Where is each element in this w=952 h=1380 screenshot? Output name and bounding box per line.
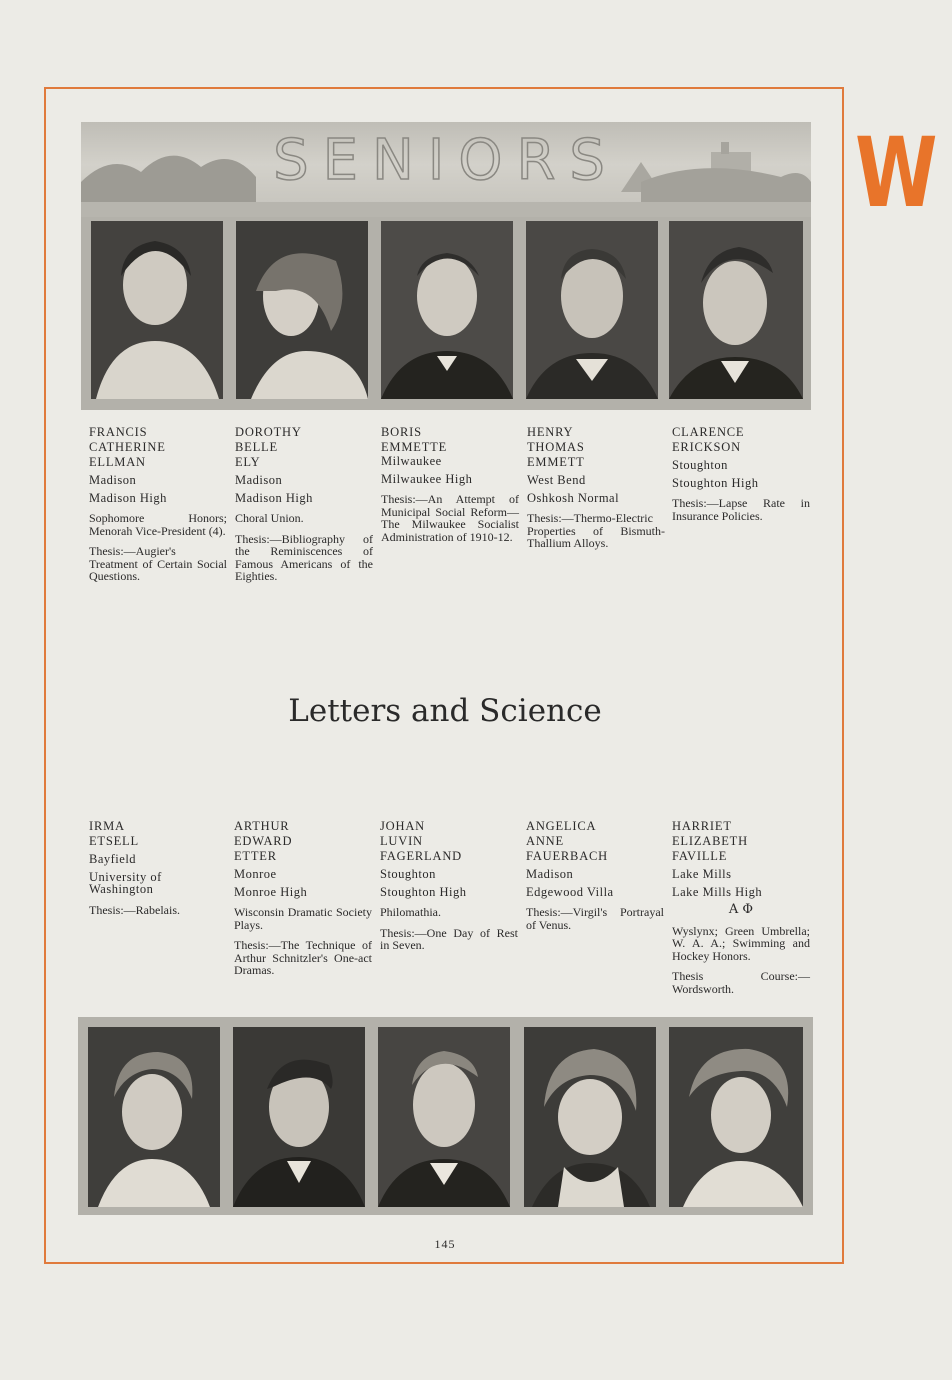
student-thesis: Thesis:—Virgil's Portrayal of Venus. (526, 905, 664, 932)
student-thesis: Thesis:—Rabelais. (89, 902, 180, 917)
student-name: CLARENCE (672, 425, 745, 439)
student-entry (89, 819, 227, 916)
student-school: University of Washington (89, 869, 162, 896)
student-entry (527, 425, 665, 550)
student-thesis: Thesis:—Bibliography of the Reminiscences of Famous Americans of the Eighties. (235, 531, 373, 583)
student-thesis: Thesis:—Lapse Rate in Insurance Policies. (672, 496, 810, 523)
portrait-photo (669, 1027, 803, 1207)
student-name: ELY (235, 455, 261, 469)
student-entry (380, 819, 518, 952)
student-entry (89, 425, 227, 583)
student-name: JOHAN (380, 819, 425, 833)
student-name: FAGERLAND (380, 849, 462, 863)
student-thesis: Thesis:—Thermo-Electric Properties of Bismuth-Thallium Alloys. (527, 511, 665, 550)
student-activities: Choral Union. (235, 511, 304, 525)
student-school: Stoughton High (672, 475, 759, 490)
student-entry (526, 819, 664, 931)
student-name: BELLE (235, 440, 278, 454)
student-name: HENRY (527, 425, 574, 439)
student-school: Madison High (235, 490, 313, 505)
student-thesis: Thesis:—An Attempt of Municipal Social Reform—The Milwaukee Socialist Administration of 1910-12. (381, 492, 519, 544)
student-name: EMMETTE (381, 440, 448, 454)
student-name: ELIZABETH (672, 834, 748, 848)
portrait-photo (236, 221, 368, 399)
student-entry (672, 819, 810, 995)
student-entry (235, 425, 373, 583)
student-school: Milwaukee High (381, 471, 473, 486)
student-name: ARTHUR (234, 819, 290, 833)
portrait-photo (381, 221, 513, 399)
student-school: Madison High (89, 490, 167, 505)
student-school: Edgewood Villa (526, 884, 614, 899)
student-town: Stoughton (672, 458, 728, 472)
student-thesis: Thesis:—The Technique of Arthur Schnitzler's One-act Dramas. (234, 938, 372, 977)
student-name: BORIS (381, 425, 422, 439)
student-name: ANGELICA (526, 819, 597, 833)
side-tab-letter: W (855, 117, 938, 229)
student-town: Monroe (234, 867, 277, 881)
student-name: ERICKSON (672, 440, 741, 454)
portrait-photo (378, 1027, 510, 1207)
student-name: ANNE (526, 834, 564, 848)
student-name: EMMETT (527, 455, 585, 469)
student-school: Lake Mills High (672, 884, 763, 899)
top-photo-strip (81, 217, 811, 410)
page-number: 145 (434, 1237, 456, 1251)
student-name: ELLMAN (89, 455, 146, 469)
student-name: IRMA (89, 819, 125, 833)
bottom-photo-strip (78, 1017, 813, 1215)
student-school: Oshkosh Normal (527, 490, 620, 505)
seniors-banner (81, 122, 811, 217)
portrait-photo (524, 1027, 656, 1207)
student-name: FRANCIS (89, 425, 148, 439)
student-town: Madison (235, 473, 283, 487)
section-heading: Letters and Science (288, 693, 602, 729)
student-name: DOROTHY (235, 425, 302, 439)
student-entry (381, 425, 519, 543)
portrait-photo (233, 1027, 365, 1207)
student-entry (234, 819, 372, 977)
student-school: Stoughton High (380, 884, 467, 899)
student-town: Stoughton (380, 867, 436, 881)
student-activities: Wisconsin Dramatic Society Plays. (234, 905, 372, 932)
student-name: ETTER (234, 849, 277, 863)
student-school: Monroe High (234, 884, 308, 899)
student-town: Lake Mills (672, 867, 732, 881)
fraternity-letters: Α Φ (728, 902, 754, 917)
student-name: HARRIET (672, 819, 732, 833)
student-name: ETSELL (89, 834, 139, 848)
student-activities: Wyslynx; Green Umbrella; W. A. A.; Swimming and Hockey Honors. (672, 923, 810, 963)
portrait-photo (669, 221, 803, 399)
student-thesis: Thesis:—Augier's Treatment of Certain Social Questions. (89, 544, 227, 583)
portrait-photo (91, 221, 223, 399)
student-entry (672, 425, 810, 522)
student-activities: Sophomore Honors; Menorah Vice-President (4). (89, 511, 227, 538)
student-town: Madison (526, 867, 574, 881)
student-name: FAVILLE (672, 849, 728, 863)
student-town: Bayfield (89, 852, 137, 866)
student-town: Milwaukee (381, 454, 442, 468)
student-town: Madison (89, 473, 137, 487)
portrait-photo (526, 221, 658, 399)
student-name: LUVIN (380, 834, 423, 848)
student-name: CATHERINE (89, 440, 166, 454)
student-name: FAUERBACH (526, 849, 608, 863)
student-thesis: Thesis:—One Day of Rest in Seven. (380, 925, 518, 952)
student-activities: Philomathia. (380, 905, 441, 919)
student-thesis: Thesis Course:—Wordsworth. (672, 969, 810, 996)
student-town: West Bend (527, 473, 586, 487)
student-name: EDWARD (234, 834, 293, 848)
banner-title: SENIORS (273, 128, 619, 193)
portrait-photo (88, 1027, 220, 1207)
student-name: THOMAS (527, 440, 585, 454)
